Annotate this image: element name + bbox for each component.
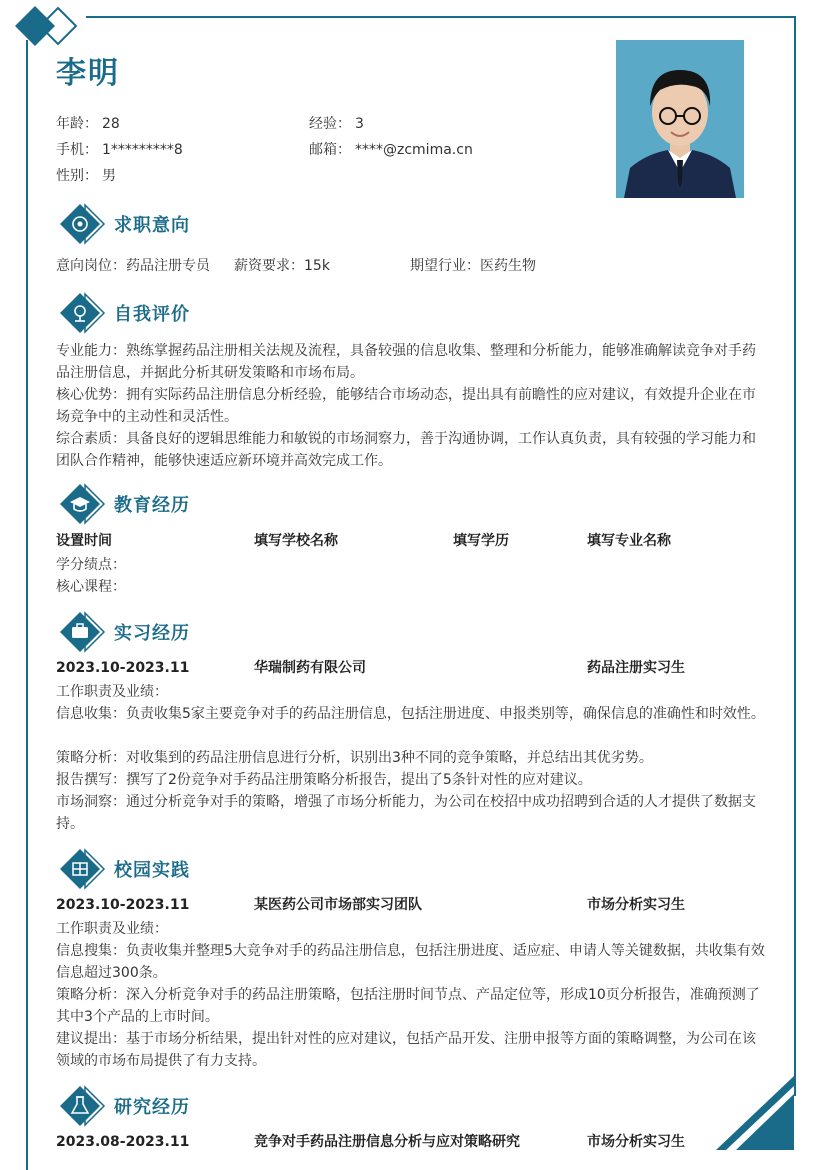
frame-left-line: [26, 40, 28, 1170]
internship-role: 药品注册实习生: [587, 660, 685, 676]
campus-time: 2023.10-2023.11: [56, 897, 190, 913]
email-field: 邮箱： ****@zcmima.cn: [309, 142, 473, 158]
internship-time: 2023.10-2023.11: [56, 660, 190, 676]
section-title-text: 实习经历: [114, 623, 190, 644]
corner-stripes-deco: [712, 1072, 802, 1152]
flask-icon: [58, 1084, 106, 1128]
intent-industry: 期望行业：医药生物: [410, 258, 536, 274]
section-title-text: 校园实践: [114, 860, 190, 881]
education-school: 填写学校名称: [254, 533, 338, 549]
section-title-intent: [58, 202, 190, 246]
campus-duties-label: 工作职责及业绩：: [56, 921, 168, 937]
internship-paragraph: 策略分析：对收集到的药品注册信息进行分析，识别出3种不同的竞争策略，并总结出其优劣势。: [56, 750, 653, 766]
education-time: 设置时间: [56, 533, 112, 549]
education-gpa: 学分绩点：: [56, 557, 126, 573]
education-courses: 核心课程：: [56, 579, 126, 595]
section-title-education: [58, 482, 190, 526]
section-title-text: 研究经历: [114, 1097, 190, 1118]
campus-paragraph: 建议提出：基于市场分析结果，提出针对性的应对建议，包括产品开发、注册申报等方面的策略调整，为公司在该领域的市场布局提供了有力支持。: [56, 1031, 756, 1069]
self-eval-paragraph: 核心优势：拥有实际药品注册信息分析经验，能够结合市场动态，提出具有前瞻性的应对建议，有效提升企业在市场竞争中的主动性和灵活性。: [56, 387, 756, 425]
target-icon: [58, 202, 106, 246]
campus-paragraph: 信息搜集：负责收集并整理5大竞争对手的药品注册信息，包括注册进度、适应症、申请人等关键数据，共收集有效信息超过300条。: [56, 943, 765, 981]
intent-position: 意向岗位：药品注册专员: [56, 258, 210, 274]
internship-duties-label: 工作职责及业绩：: [56, 684, 168, 700]
candidate-name: 李明: [56, 56, 120, 91]
self-eval-paragraph: 综合素质：具备良好的逻辑思维能力和敏锐的市场洞察力，善于沟通协调，工作认真负责，具有较强的学习能力和团队合作精神，能够快速适应新环境并高效完成工作。: [56, 431, 756, 469]
corner-diamond-logo: [8, 2, 78, 52]
intent-salary: 薪资要求：15k: [234, 258, 330, 274]
section-title-internship: [58, 610, 190, 654]
section-title-self-eval: [58, 291, 190, 335]
section-title-campus: [58, 847, 190, 891]
building-icon: [58, 847, 106, 891]
internship-paragraph: 报告撰写：撰写了2份竞争对手药品注册策略分析报告，提出了5条针对性的应对建议。: [56, 772, 592, 788]
frame-right-line: [794, 16, 796, 1096]
research-project: 竞争对手药品注册信息分析与应对策略研究: [254, 1134, 520, 1150]
section-title-research: [58, 1084, 190, 1128]
campus-role: 市场分析实习生: [587, 897, 685, 913]
campus-org: 某医药公司市场部实习团队: [254, 897, 422, 913]
age-field: 年龄： 28: [56, 116, 120, 132]
section-title-text: 求职意向: [114, 215, 190, 236]
self-eval-paragraph: 专业能力：熟练掌握药品注册相关法规及流程，具备较强的信息收集、整理和分析能力，能够准确解读竞争对手药品注册信息，并据此分析其研发策略和市场布局。: [56, 343, 756, 381]
phone-field: 手机： 1*********8: [56, 142, 183, 158]
profile-photo: [616, 40, 744, 198]
experience-field: 经验： 3: [309, 116, 364, 132]
research-role: 市场分析实习生: [587, 1134, 685, 1150]
research-time: 2023.08-2023.11: [56, 1134, 190, 1150]
frame-top-line: [86, 16, 796, 18]
graduation-cap-icon: [58, 482, 106, 526]
education-degree: 填写学历: [453, 533, 509, 549]
section-title-text: 教育经历: [114, 495, 190, 516]
flower-icon: [58, 291, 106, 335]
internship-paragraph: 市场洞察：通过分析竞争对手的策略，增强了市场分析能力，为公司在校招中成功招聘到合适的人才提供了数据支持。: [56, 794, 756, 832]
internship-company: 华瑞制药有限公司: [254, 660, 366, 676]
education-major: 填写专业名称: [587, 533, 671, 549]
gender-field: 性别： 男: [56, 168, 116, 184]
section-title-text: 自我评价: [114, 304, 190, 325]
internship-paragraph: 信息收集：负责收集5家主要竞争对手的药品注册信息，包括注册进度、申报类别等，确保信息的准确性和时效性。: [56, 706, 765, 722]
briefcase-icon: [58, 610, 106, 654]
campus-paragraph: 策略分析：深入分析竞争对手的药品注册策略，包括注册时间节点、产品定位等，形成10页分析报告，准确预测了其中3个产品的上市时间。: [56, 987, 760, 1025]
